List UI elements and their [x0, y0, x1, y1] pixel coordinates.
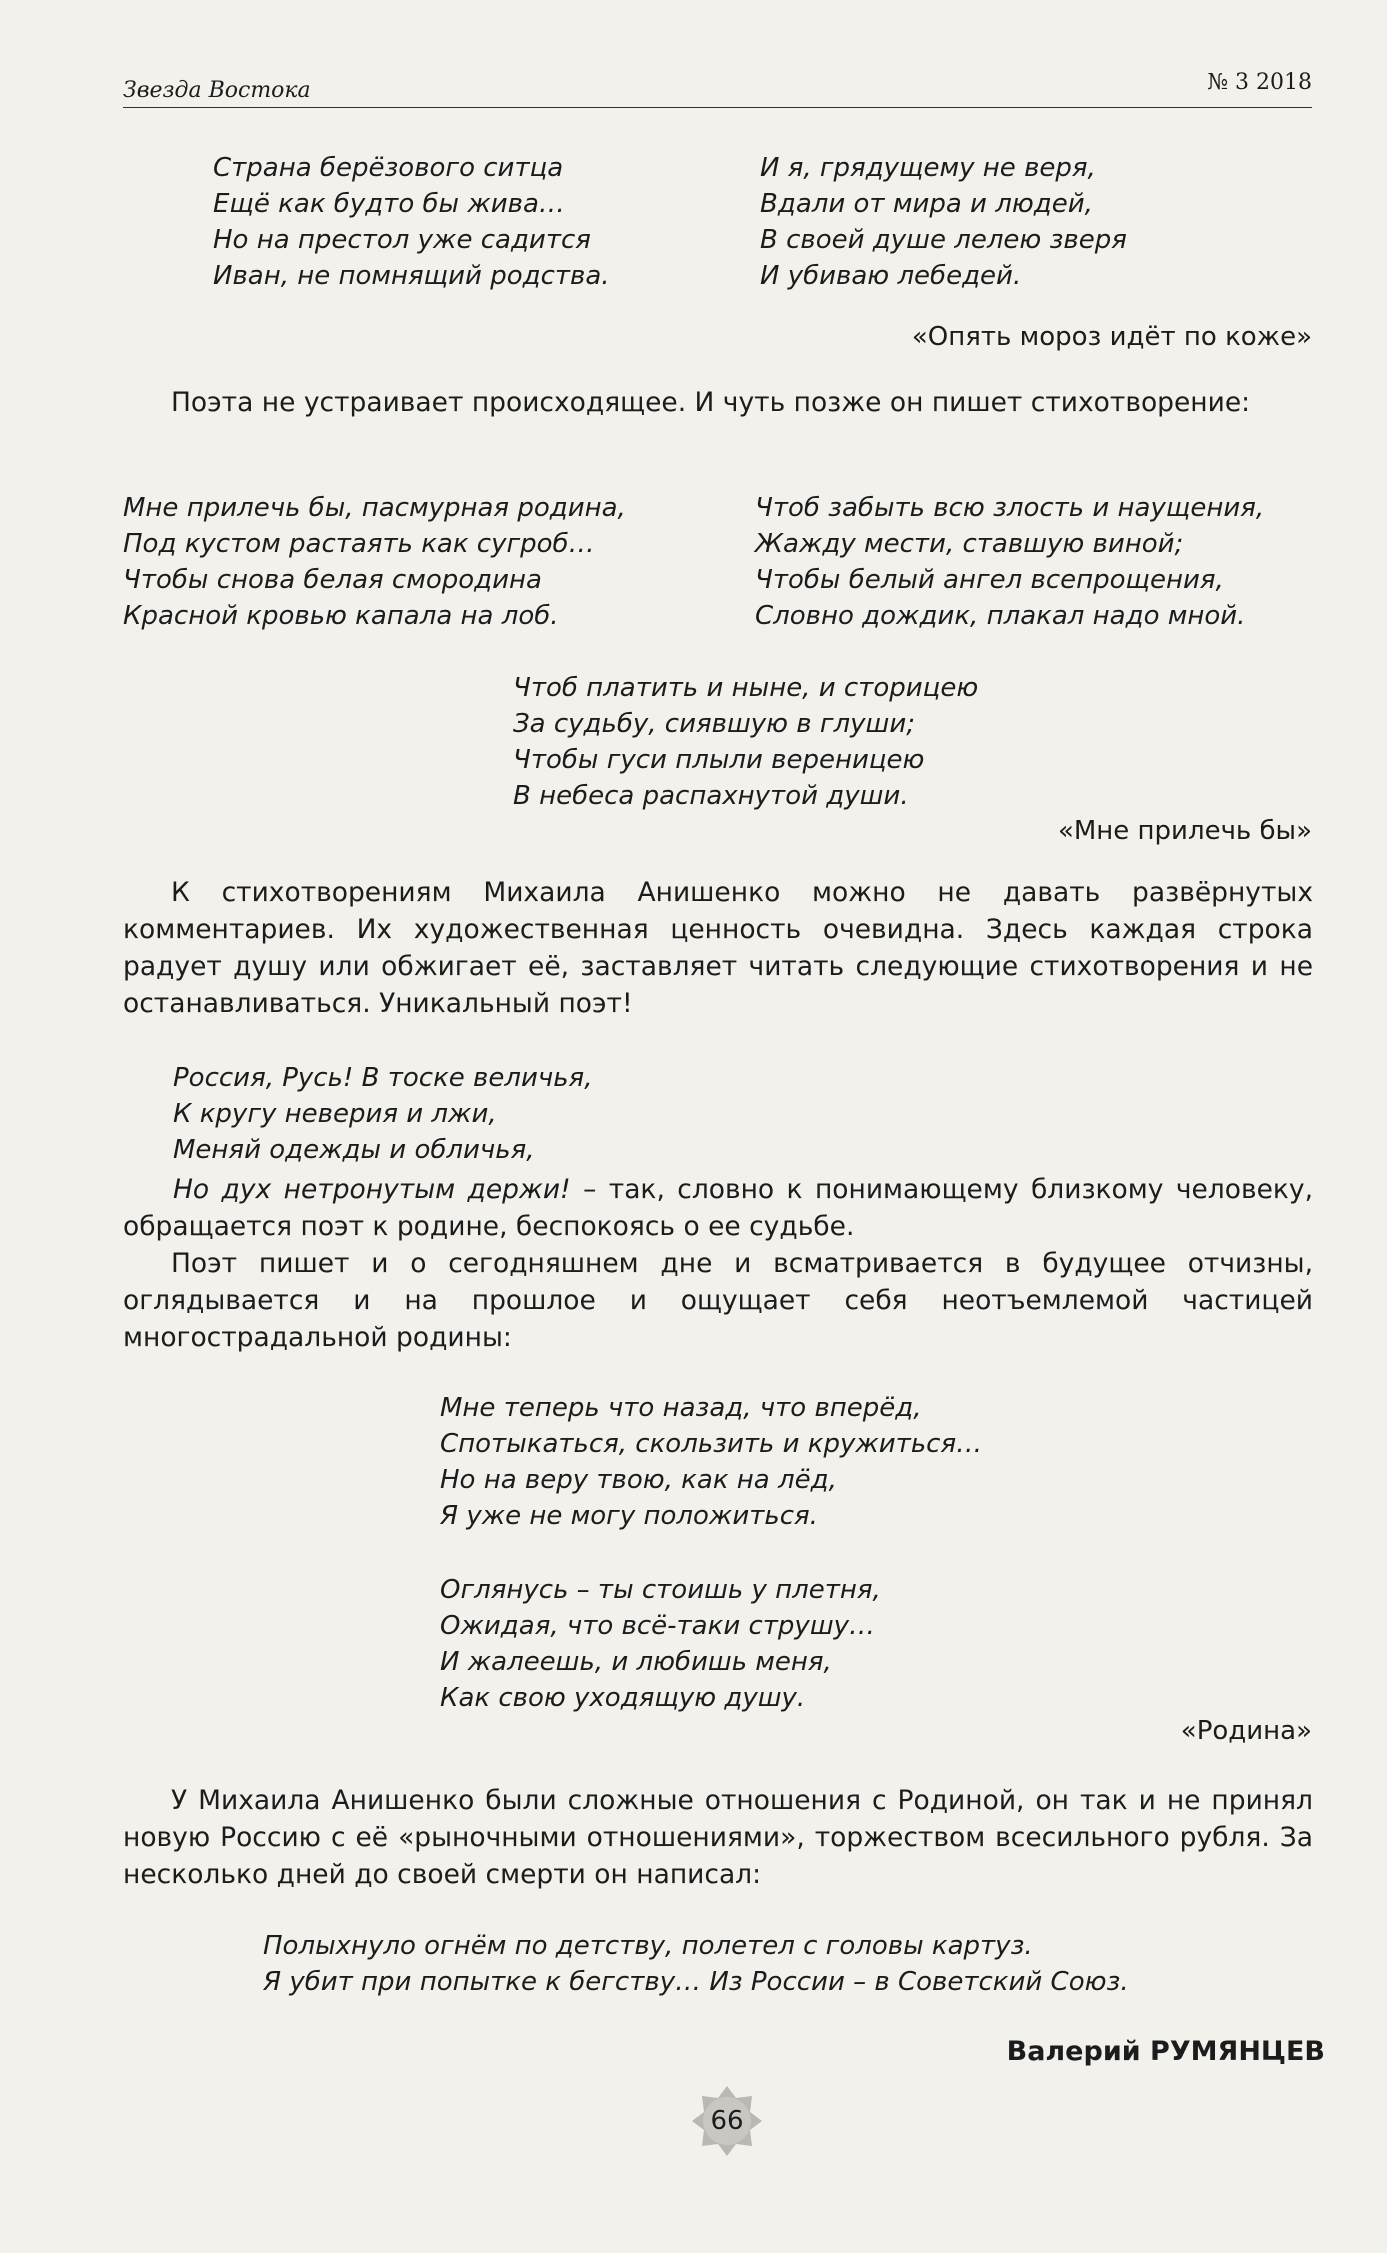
paragraph-4: У Михаила Анишенко были сложные отношения с Родиной, он так и не принял новую Россию с её «рыночными отношениями», торжеством всесильного рубля. За несколько дней до своей смерти он написал:: [123, 1785, 1313, 1890]
poem-line: Под кустом растаять как сугроб…: [123, 529, 595, 559]
poem-line: Спотыкаться, скользить и кружиться…: [440, 1429, 983, 1459]
poem1-source: «Опять мороз идёт по коже»: [911, 322, 1312, 352]
poem4-stanza-1: [440, 1390, 982, 1534]
paragraph-3: Поэт пишет и о сегодняшнем дне и всматривается в будущее отчизны, оглядывается и на прошлое и ощущает себя неотъемлемой частицей многострадальной родины:: [123, 1248, 1313, 1353]
page-number: 66: [710, 2106, 744, 2136]
poem5-stanza: [263, 1928, 1129, 2000]
poem-line: Мне прилечь бы, пасмурная родина,: [123, 493, 626, 523]
poem-line: Россия, Русь! В тоске величья,: [173, 1063, 593, 1093]
poem1-left-stanza: [213, 150, 610, 294]
poem-line: Меняй одежды и обличья,: [173, 1135, 535, 1165]
paragraph-2: К стихотворениям Михаила Анишенко можно не давать развёрнутых комментариев. Их художественная ценность очевидна. Здесь каждая строка радует душу или обжигает её, заставляет читать следующие стихотворения и не останавливаться. Уникальный поэт!: [123, 877, 1313, 1019]
author-signature: Валерий РУМЯНЦЕВ: [1006, 2036, 1325, 2067]
poem-line: Оглянусь – ты стоишь у плетня,: [440, 1575, 881, 1605]
poem2-center-stanza: [513, 670, 978, 814]
paragraph-text: – так, словно к понимающему близкому человеку, обращается поэт к родине, беспокоясь о ее судьбе.: [123, 1174, 1313, 1242]
poem-line: И жалеешь, и любишь меня,: [440, 1647, 832, 1677]
journal-title: Звезда Востока: [123, 78, 311, 103]
paragraph-1: Поэта не устраивает происходящее. И чуть позже он пишет стихотворение:: [171, 387, 1251, 418]
poem-line: Полыхнуло огнём по детству, полетел с головы картуз.: [263, 1931, 1033, 1961]
poem-line: Вдали от мира и людей,: [760, 189, 1093, 219]
poem2-left-stanza: [123, 490, 626, 634]
page-number-badge: [692, 2086, 762, 2156]
poem4-source: «Родина»: [1180, 1716, 1312, 1746]
poem-line: Жажду мести, ставшую виной;: [755, 529, 1184, 559]
poem-line: За судьбу, сиявшую в глуши;: [513, 709, 915, 739]
poem-line: Мне теперь что назад, что вперёд,: [440, 1393, 922, 1423]
poem3-continuation: [123, 1171, 1313, 1245]
poem2-source: «Мне прилечь бы»: [1057, 816, 1312, 846]
poem-line: Я уже не могу положиться.: [440, 1501, 818, 1531]
poem-line: Ещё как будто бы жива…: [213, 189, 565, 219]
poem-line: В небеса распахнутой души.: [513, 781, 909, 811]
poem-line: Чтоб платить и ныне, и сторицею: [513, 673, 979, 703]
poem2-right-stanza: [755, 490, 1264, 634]
poem-line: Но на престол уже садится: [213, 225, 591, 255]
header-divider: [123, 107, 1312, 108]
poem3-stanza: [173, 1060, 592, 1168]
poem-line: Я убит при попытке к бегству… Из России – в Советский Союз.: [263, 1967, 1129, 1997]
issue-number: № 3 2018: [1207, 70, 1312, 95]
poem-line: Красной кровью капала на лоб.: [123, 601, 559, 631]
poem-line: И я, грядущему не веря,: [760, 153, 1096, 183]
poem-line: Чтоб забыть всю злость и наущения,: [755, 493, 1265, 523]
poem-line: Но дух нетронутым держи!: [173, 1174, 571, 1205]
poem-line: Чтобы снова белая смородина: [123, 565, 542, 595]
poem1-right-stanza: [760, 150, 1127, 294]
poem-line: В своей душе лелею зверя: [760, 225, 1127, 255]
poem-line: И убиваю лебедей.: [760, 261, 1022, 291]
poem4-stanza-2: [440, 1572, 881, 1716]
poem-line: Как свою уходящую душу.: [440, 1683, 806, 1713]
poem-line: Иван, не помнящий родства.: [213, 261, 610, 291]
poem-line: Страна берёзового ситца: [213, 153, 564, 183]
poem-line: К кругу неверия и лжи,: [173, 1099, 497, 1129]
poem-line: Словно дождик, плакал надо мной.: [755, 601, 1246, 631]
poem-line: Чтобы гуси плыли вереницею: [513, 745, 925, 775]
poem-line: Но на веру твою, как на лёд,: [440, 1465, 837, 1495]
poem-line: Ожидая, что всё-таки струшу…: [440, 1611, 875, 1641]
poem-line: Чтобы белый ангел всепрощения,: [755, 565, 1224, 595]
